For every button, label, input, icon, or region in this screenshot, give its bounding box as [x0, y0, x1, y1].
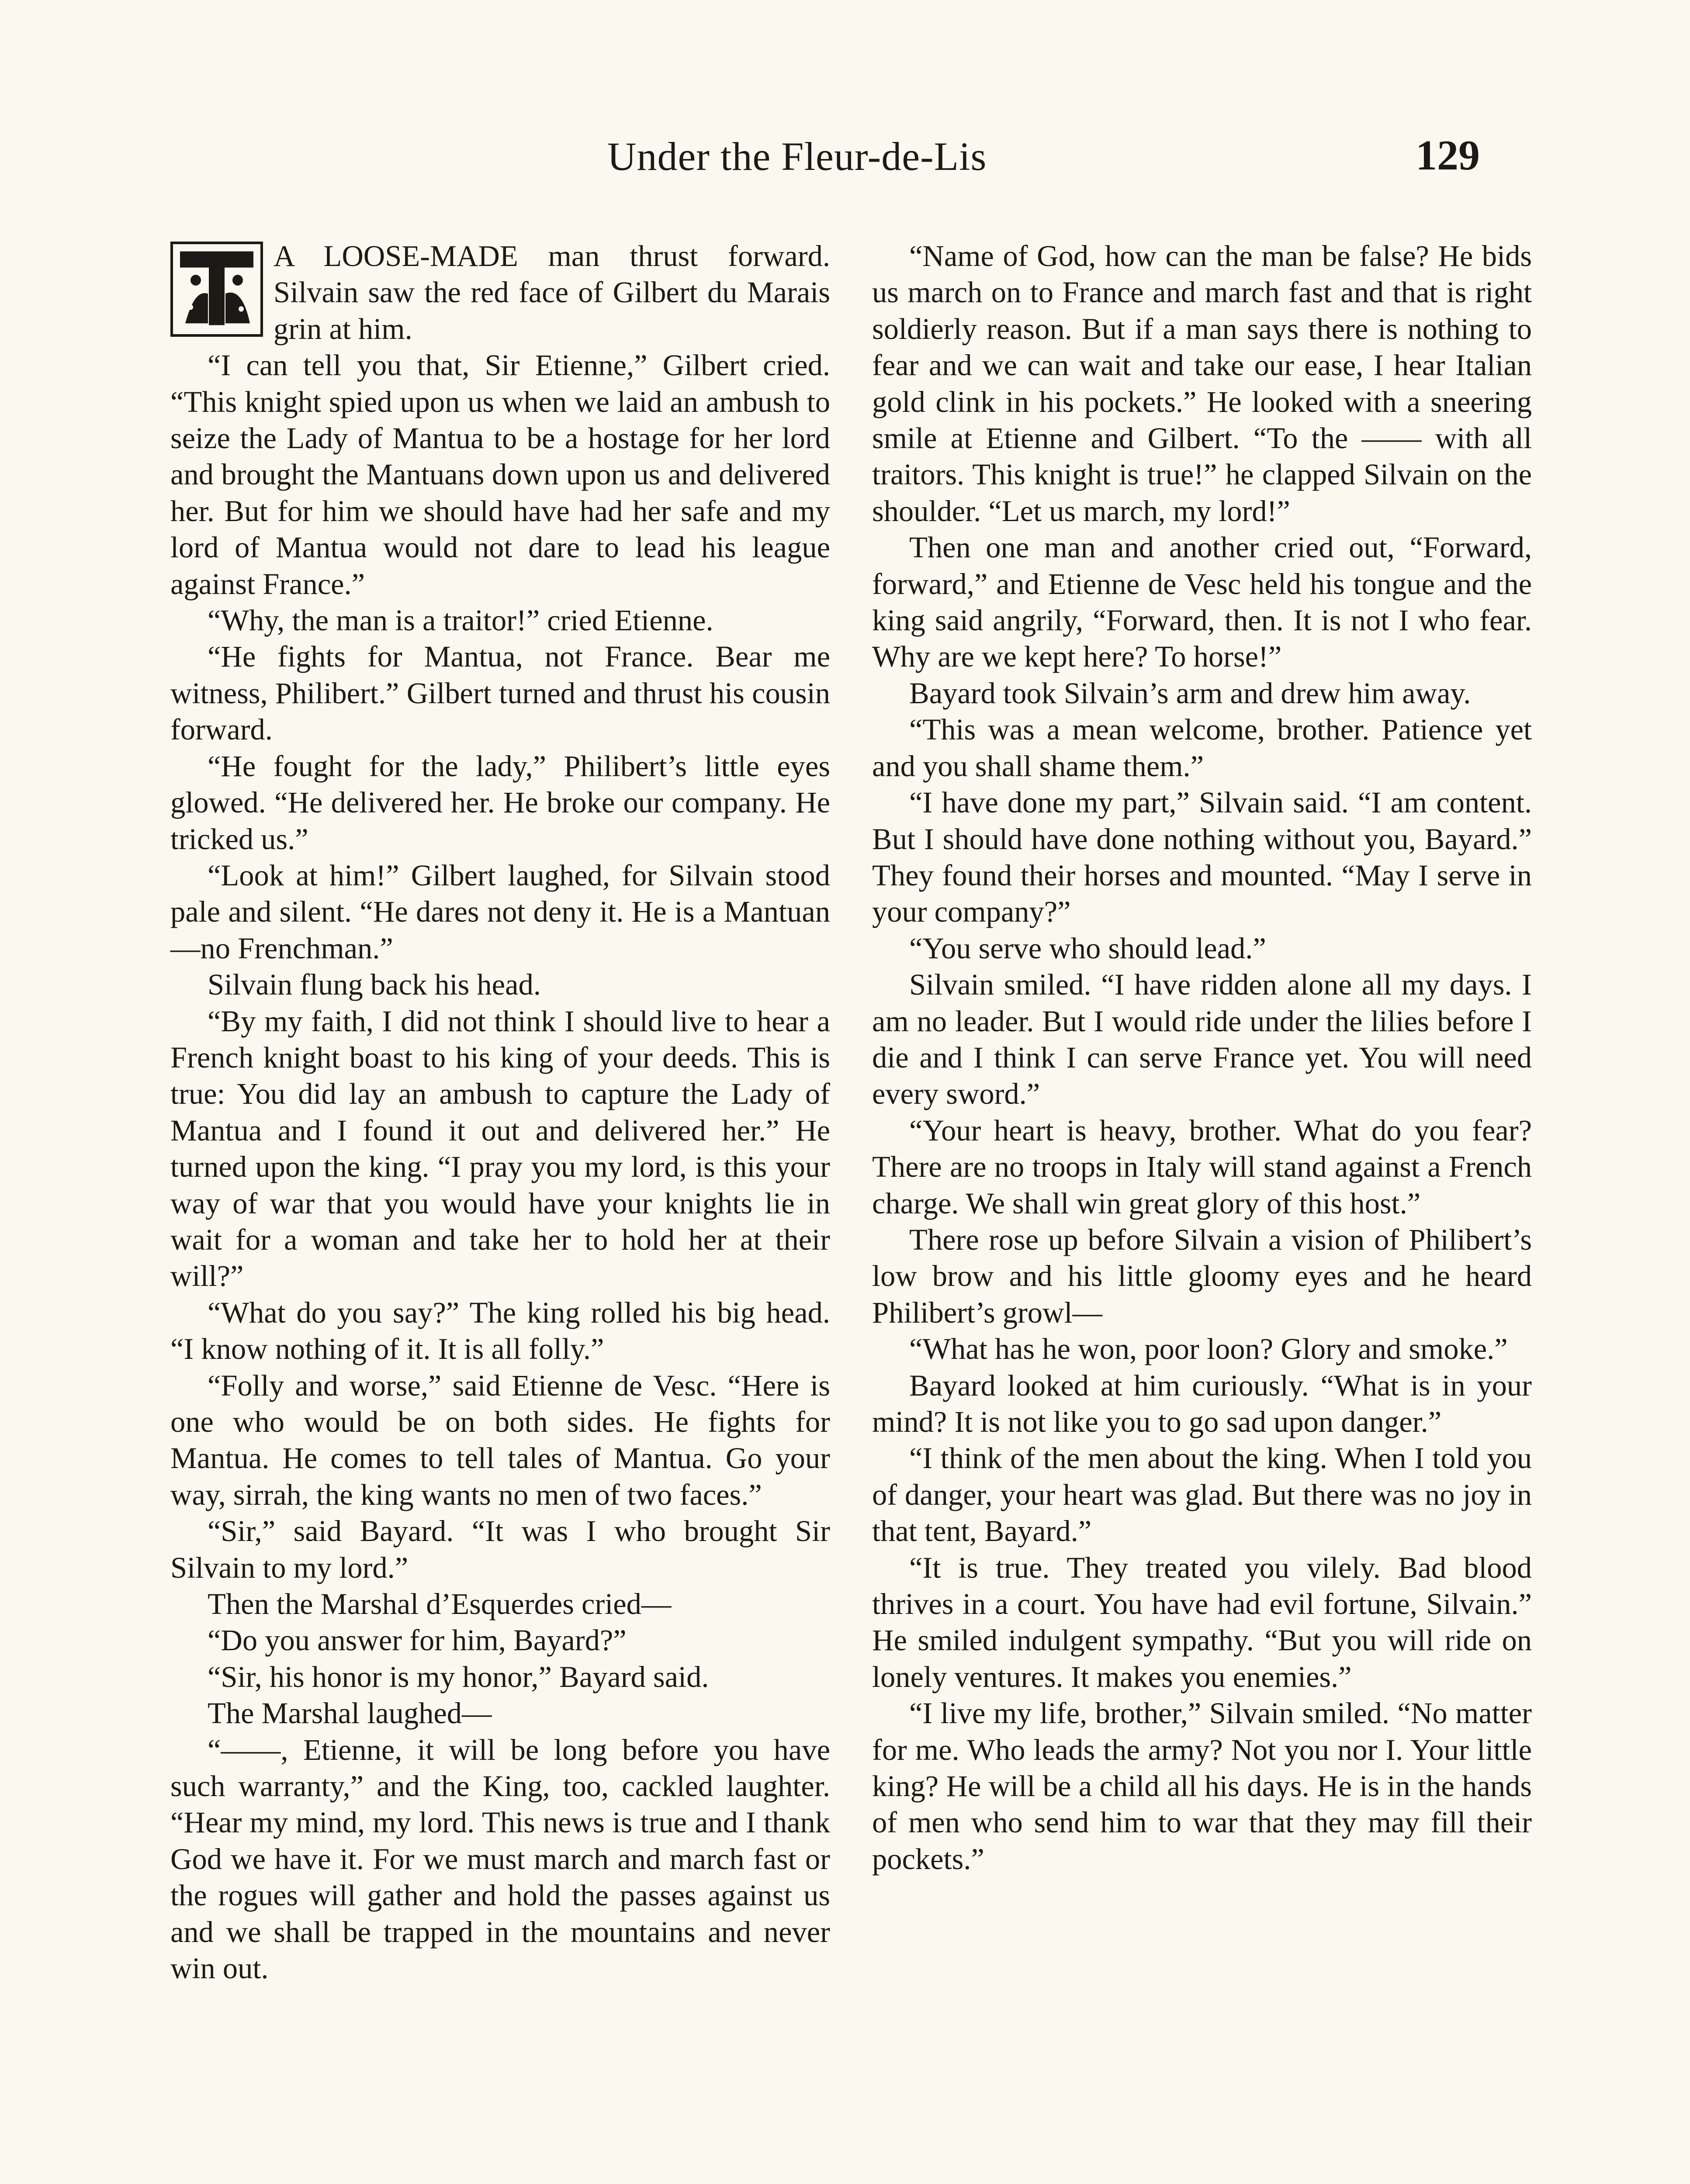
paragraph: The Marshal laughed—: [208, 1697, 492, 1730]
paragraph: “You serve who should lead.”: [909, 931, 1266, 965]
ornamental-initial-icon: [170, 242, 263, 337]
paragraph: “What do you say?” The king rolled his big head. “I know nothing of it. It is all folly.”: [170, 1296, 830, 1366]
left-column-paragraphs: [170, 238, 830, 1987]
page-number: 129: [1416, 132, 1480, 179]
paragraph: “Your heart is heavy, brother. What do you fear? There are no troops in Italy will stand against a French charge. We shall win great glory of this host.”: [872, 1113, 1532, 1220]
paragraph: “Why, the man is a traitor!” cried Etienne.: [208, 604, 713, 637]
paragraph: Silvain smiled. “I have ridden alone all my days. I am no leader. But I would ride under the lilies before I die and I think I can serve France yet. You will need every sword.”: [872, 968, 1532, 1111]
paragraph: Silvain flung back his head.: [208, 968, 541, 1002]
paragraph: “I think of the men about the king. When I told you of danger, your heart was glad. But there was no joy in that tent, Bayard.”: [872, 1441, 1532, 1548]
paragraph: “Look at him!” Gilbert laughed, for Silvain stood pale and silent. “He dares not deny it. He is a Mantuan—no Frenchman.”: [170, 858, 830, 965]
paragraph: Bayard took Silvain’s arm and drew him away.: [909, 676, 1471, 710]
text-column-left: [170, 238, 830, 1987]
paragraph: “What has he won, poor loon? Glory and smoke.”: [909, 1332, 1508, 1366]
paragraph: “Sir,” said Bayard. “It was I who brought Sir Silvain to my lord.”: [170, 1514, 830, 1584]
text-column-right: [872, 238, 1532, 1877]
paragraph: A LOOSE-MADE man thrust forward. Silvain saw the red face of Gilbert du Marais grin at him.: [274, 239, 830, 346]
paragraph: “Do you answer for him, Bayard?”: [208, 1624, 627, 1657]
paragraph: Bayard looked at him curiously. “What is in your mind? It is not like you to go sad upon danger.”: [872, 1368, 1532, 1438]
paragraph: “Sir, his honor is my honor,” Bayard said.: [208, 1660, 709, 1693]
paragraph: “I live my life, brother,” Silvain smiled. “No matter for me. Who leads the army? Not you nor I. Your little king? He will be a child all his days. He is in the hands of men who send him to war that they may fill their pockets.”: [872, 1697, 1532, 1876]
paragraph: There rose up before Silvain a vision of Philibert’s low brow and his little gloomy eyes and he heard Philibert’s growl—: [872, 1223, 1532, 1329]
paragraph: Then the Marshal d’Esquerdes cried—: [208, 1587, 672, 1621]
paragraph: “He fights for Mantua, not France. Bear me witness, Philibert.” Gilbert turned and thrust his cousin forward.: [170, 640, 830, 746]
paragraph: “——, Etienne, it will be long before you have such warranty,” and the King, too, cackled laughter. “Hear my mind, my lord. This news is true and I thank God we have it. For we must march and march fast or the rogues will gather and hold the passes against us and we shall be trapped in the mountains and never win out.: [170, 1733, 830, 1985]
running-header-title: Under the Fleur-de-Lis: [607, 134, 987, 179]
paragraph: “I can tell you that, Sir Etienne,” Gilbert cried. “This knight spied upon us when we laid an ambush to seize the Lady of Mantua to be a hostage for her lord and brought the Mantuans down upon us and delivered her. But for him we should have had her safe and my lord of Mantua would not dare to lead his league against France.”: [170, 349, 830, 601]
paragraph: “Name of God, how can the man be false? He bids us march on to France and march fast and that is right soldierly reason. But if a man says there is nothing to fear and we can wait and take our ease, I hear Italian gold clink in his pockets.” He looked with a sneering smile at Etienne and Gilbert. “To the —— with all traitors. This knight is true!” he clapped Silvain on the shoulder. “Let us march, my lord!”: [872, 239, 1532, 528]
paragraph: “Folly and worse,” said Etienne de Vesc. “Here is one who would be on both sides. He fights for Mantua. He comes to tell tales of Mantua. Go your way, sirrah, the king wants no men of two faces.”: [170, 1368, 830, 1511]
paragraph: “By my faith, I did not think I should live to hear a French knight boast to his king of your deeds. This is true: You did lay an ambush to capture the Lady of Mantua and I found it out and delivered her.” He turned upon the king. “I pray you my lord, is this your way of war that you would have your knights lie in wait for a woman and take her to hold her at their will?”: [170, 1004, 830, 1293]
paragraph: Then one man and another cried out, “Forward, forward,” and Etienne de Vesc held his tongue and the king said angrily, “Forward, then. It is not I who fear. Why are we kept here? To horse!”: [872, 531, 1532, 674]
paragraph: “It is true. They treated you vilely. Bad blood thrives in a court. You have had evil fortune, Silvain.” He smiled indulgent sympathy. “But you will ride on lonely ventures. It makes you enemies.”: [872, 1551, 1532, 1693]
right-column-paragraphs: [872, 238, 1532, 1877]
paragraph: “I have done my part,” Silvain said. “I am content. But I should have done nothing without you, Bayard.” They found their horses and mounted. “May I serve in your company?”: [872, 786, 1532, 929]
paragraph: “This was a mean welcome, brother. Patience yet and you shall shame them.”: [872, 713, 1532, 783]
paragraph: “He fought for the lady,” Philibert’s little eyes glowed. “He delivered her. He broke our company. He tricked us.”: [170, 749, 830, 856]
